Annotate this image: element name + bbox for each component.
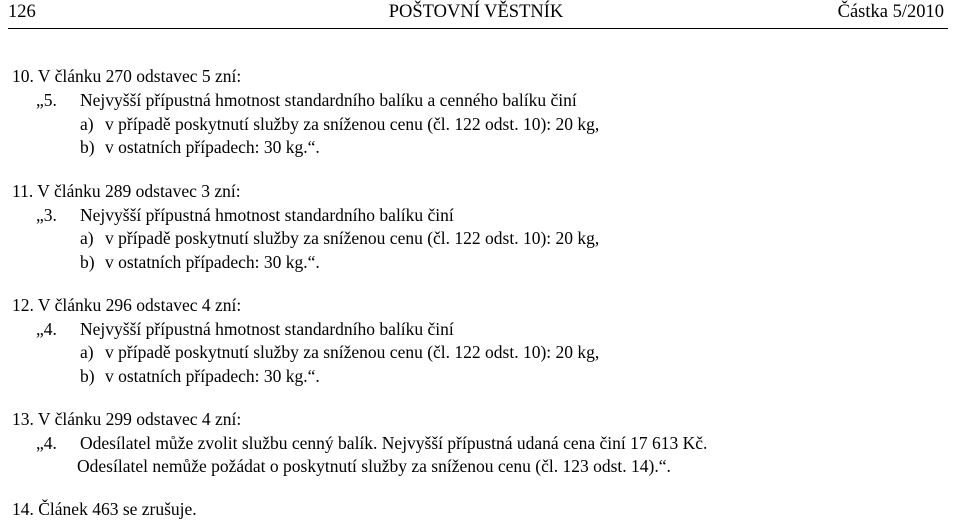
list-item	[80, 251, 320, 273]
paragraph-number: „4.	[36, 433, 57, 453]
list-item	[80, 227, 599, 249]
paragraph	[36, 89, 577, 111]
list-item-label: a)	[80, 228, 94, 248]
paragraph-text: Nejvyšší přípustná hmotnost standardního balíku činí	[80, 319, 454, 339]
paragraph-number: „3.	[36, 205, 57, 225]
section-heading: 10. V článku 270 odstavec 5 zní:	[12, 66, 242, 86]
list-item-label: b)	[80, 137, 95, 157]
list-item	[80, 113, 599, 135]
list-item-text: v ostatních případech: 30 kg.“.	[105, 137, 320, 157]
paragraph	[36, 318, 454, 340]
section-heading: 12. V článku 296 odstavec 4 zní:	[12, 295, 242, 315]
paragraph-text: Nejvyšší přípustná hmotnost standardního balíku a cenného balíku činí	[80, 90, 577, 110]
header-divider	[8, 28, 948, 29]
list-item-text: v případě poskytnutí služby za sníženou cenu (čl. 122 odst. 10): 20 kg,	[105, 342, 600, 362]
journal-title: POŠTOVNÍ VĚSTNÍK	[388, 2, 564, 22]
section-heading: 13. V článku 299 odstavec 4 zní:	[12, 409, 242, 429]
paragraph	[36, 432, 707, 454]
list-item-label: a)	[80, 342, 94, 362]
page-header	[8, 2, 944, 28]
paragraph-number: „4.	[36, 319, 57, 339]
list-item-label: b)	[80, 366, 95, 386]
list-item-text: v případě poskytnutí služby za sníženou cenu (čl. 122 odst. 10): 20 kg,	[105, 114, 600, 134]
list-item-label: b)	[80, 252, 95, 272]
list-item	[80, 365, 320, 387]
list-item-label: a)	[80, 114, 94, 134]
paragraph-number: „5.	[36, 90, 57, 110]
paragraph-text: Odesílatel může zvolit službu cenný balík. Nejvyšší přípustná udaná cena činí 17 613 Kč.	[80, 433, 708, 453]
paragraph-text: Nejvyšší přípustná hmotnost standardního balíku činí	[80, 205, 454, 225]
list-item-text: v ostatních případech: 30 kg.“.	[105, 252, 320, 272]
list-item	[80, 136, 320, 158]
list-item-text: v případě poskytnutí služby za sníženou cenu (čl. 122 odst. 10): 20 kg,	[105, 228, 600, 248]
paragraph	[36, 204, 454, 226]
list-item	[80, 341, 599, 363]
section-heading: 14. Článek 463 se zrušuje.	[12, 499, 197, 519]
section-heading: 11. V článku 289 odstavec 3 zní:	[12, 181, 241, 201]
paragraph-continuation: Odesílatel nemůže požádat o poskytnutí služby za sníženou cenu (čl. 123 odst. 14).“.	[77, 456, 671, 476]
page-number: 126	[8, 2, 36, 22]
issue-number: Částka 5/2010	[837, 2, 944, 22]
list-item-text: v ostatních případech: 30 kg.“.	[105, 366, 320, 386]
